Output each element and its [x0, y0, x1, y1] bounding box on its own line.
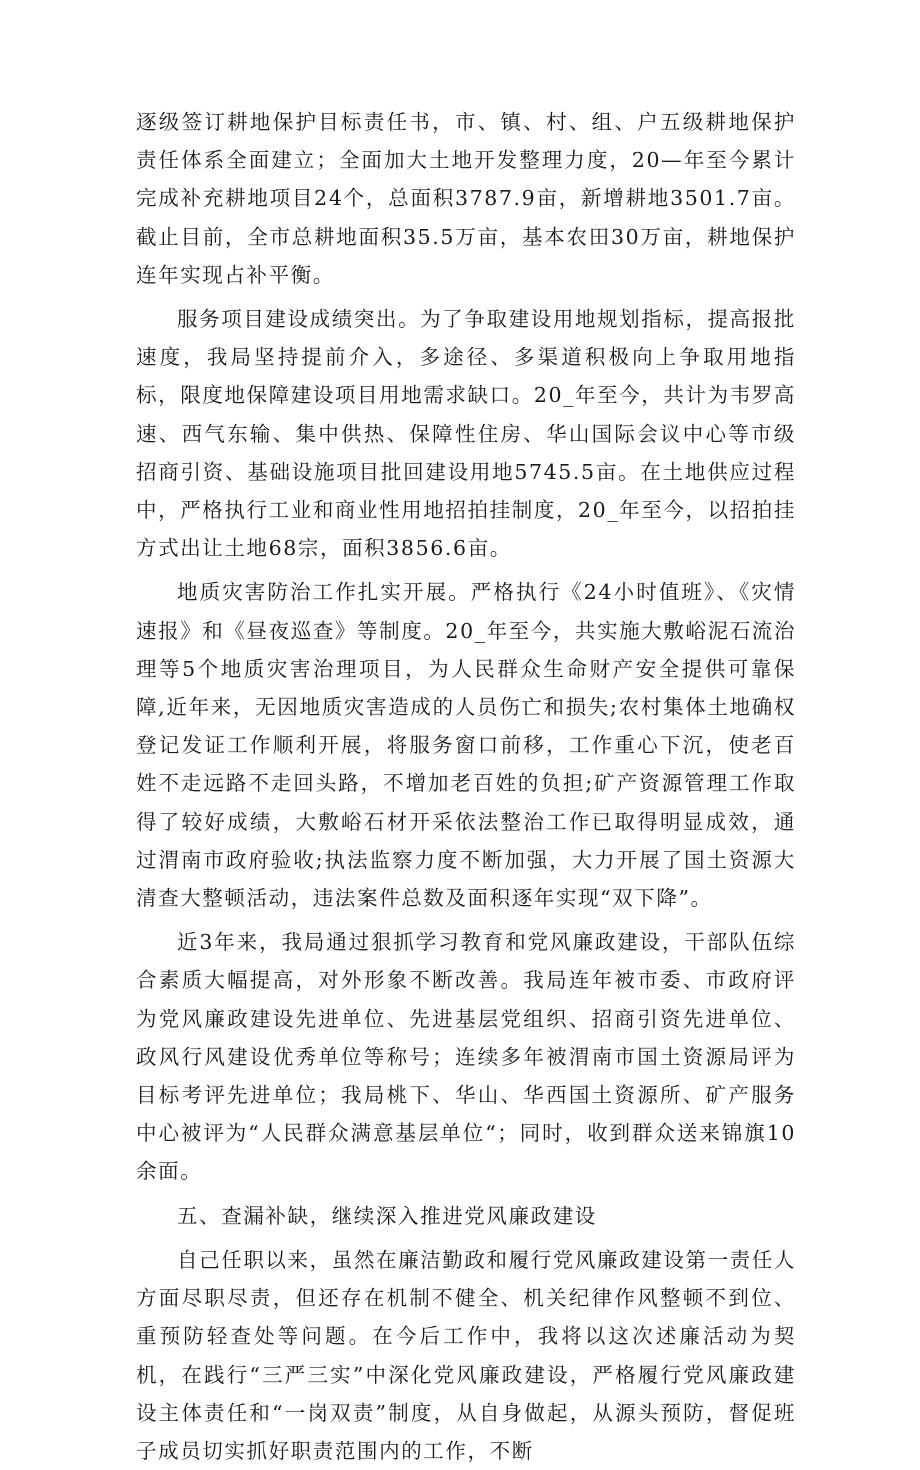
paragraph-party-building: 近3年来，我局通过狠抓学习教育和党风廉政建设，干部队伍综合素质大幅提高，对外形象不断改善。我局连年被市委、市政府评为党风廉政建设先进单位、先进基层党组织、招商引资先进单位、政风行风建设优秀单位等称号；连续多年被渭南市国土资源局评为目标考评先进单位；我局桃下、华山、华西国土资源所、矿产服务中心被评为“人民群众满意基层单位“；同时，收到群众送来锦旗10余面。	[136, 930, 796, 1184]
paragraph-farmland-protection: 逐级签订耕地保护目标责任书，市、镇、村、组、户五级耕地保护责任体系全面建立；全面加大土地开发整理力度，20—年至今累计完成补充耕地项目24个，总面积3787.9亩，新增耕地3501.7亩。截止目前，全市总耕地面积35.5万亩，基本农田30万亩，耕地保护连年实现占补平衡。	[136, 110, 796, 287]
document-page	[136, 103, 796, 1470]
paragraph-geological-disaster: 地质灾害防治工作扎实开展。严格执行《24小时值班》、《灾情速报》和《昼夜巡查》等制度。20_年至今，共实施大敷峪泥石流治理等5个地质灾害治理项目，为人民群众生命财产安全提供可靠保障,近年来，无因地质灾害造成的人员伤亡和损失;农村集体土地确权登记发证工作顺利开展，将服务窗口前移，工作重心下沉，使老百姓不走远路不走回头路，不增加老百姓的负担;矿产资源管理工作取得了较好成绩，大敷峪石材开采依法整治工作已取得明显成效，通过渭南市政府验收;执法监察力度不断加强，大力开展了国土资源大清查大整顿活动，违法案件总数及面积逐年实现“双下降”。	[136, 580, 796, 911]
paragraph-project-construction: 服务项目建设成绩突出。为了争取建设用地规划指标，提高报批速度，我局坚持提前介入，多途径、多渠道积极向上争取用地指标，限度地保障建设项目用地需求缺口。20_年至今，共计为韦罗高速、西气东输、集中供热、保障性住房、华山国际会议中心等市级招商引资、基础设施项目批回建设用地5745.5亩。在土地供应过程中，严格执行工业和商业性用地招拍挂制度，20_年至今，以招拍挂方式出让土地68宗，面积3856.6亩。	[136, 307, 796, 561]
section-heading-five: 五、查漏补缺，继续深入推进党风廉政建设	[177, 1203, 597, 1228]
paragraph-self-review: 自己任职以来，虽然在廉洁勤政和履行党风廉政建设第一责任人方面尽职尽责，但还存在机制不健全、机关纪律作风整顿不到位、重预防轻查处等问题。在今后工作中，我将以这次述廉活动为契机，在践行“三严三实”中深化党风廉政建设，严格履行党风廉政建设主体责任和“一岗双责”制度，从自身做起，从源头预防，督促班子成员切实抓好职责范围内的工作，不断	[136, 1247, 796, 1463]
